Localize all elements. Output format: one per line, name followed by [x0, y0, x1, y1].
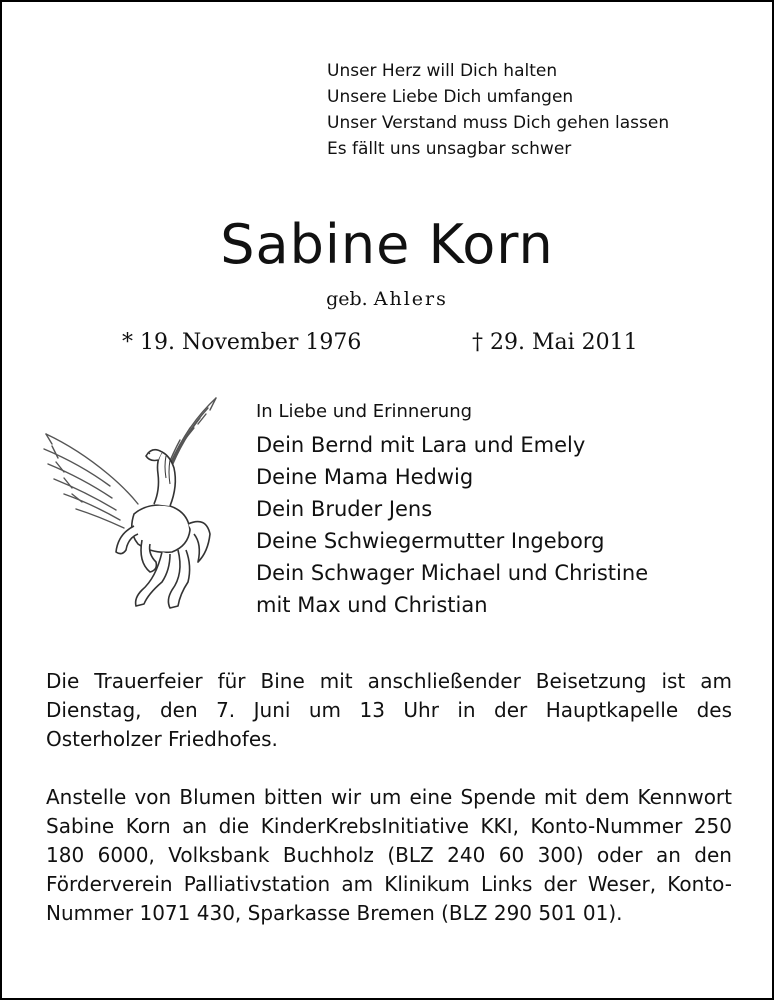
- death-date: † 29. Mai 2011: [472, 330, 638, 355]
- mourner-line: Deine Mama Hedwig: [256, 465, 474, 489]
- poem: [327, 58, 669, 162]
- poem-line: Unser Herz will Dich halten: [327, 61, 558, 81]
- mourner-line: mit Max und Christian: [256, 593, 488, 617]
- maiden-name-line: [2, 286, 772, 312]
- donation-info: Anstelle von Blumen bitten wir um eine Spende mit dem Kennwort Sabine Korn an die KinderKrebsInitiative KKI, Konto-Nummer 250 180 6000, Volksbank Buchholz (BLZ 240 60 300) oder an den Förderverein Palliativstation am Klinikum Links der Weser, Konto-Nummer 1071 430, Sparkasse Bremen (BLZ 290 501 01).: [46, 785, 732, 925]
- poem-line: Unser Verstand muss Dich gehen lassen: [327, 113, 670, 133]
- mourner-line: Dein Bernd mit Lara und Emely: [256, 433, 586, 457]
- poem-line: Es fällt uns unsagbar schwer: [327, 139, 572, 159]
- poem-line: Unsere Liebe Dich umfangen: [327, 87, 574, 107]
- mourners-block: [256, 397, 648, 621]
- pegasus-icon: [38, 394, 223, 634]
- mourner-line: Dein Schwager Michael und Christine: [256, 561, 649, 585]
- deceased-name: Sabine Korn: [220, 213, 554, 276]
- funeral-info: Die Trauerfeier für Bine mit anschließender Beisetzung ist am Dienstag, den 7. Juni um 13 Uhr in der Hauptkapelle des Osterholzer Friedhofes.: [46, 669, 732, 751]
- birth-date: * 19. November 1976: [122, 330, 362, 355]
- mourner-line: Dein Bruder Jens: [256, 497, 433, 521]
- mourner-line: Deine Schwiegermutter Ingeborg: [256, 529, 605, 553]
- mourners-intro: In Liebe und Erinnerung: [256, 401, 473, 422]
- maiden-name: Ahlers: [373, 288, 448, 310]
- maiden-prefix: geb.: [326, 288, 368, 310]
